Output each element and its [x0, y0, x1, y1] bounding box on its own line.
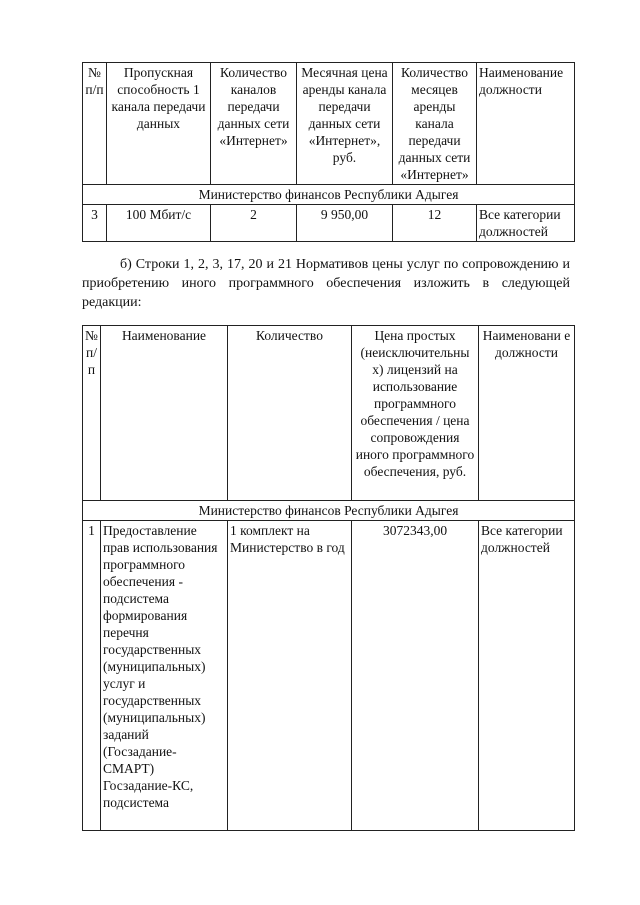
header-name: Наименование	[101, 326, 228, 501]
cell-number: 1	[83, 521, 101, 831]
header-license-price: Цена простых (неисключительны х) лицензий на использование программного обеспечения / цена сопровождения иного программного обеспечения, руб.	[352, 326, 479, 501]
header-number: № п/п	[83, 63, 107, 185]
cell-position: Все категории должностей	[479, 521, 575, 831]
header-position: Наименовани е должности	[479, 326, 575, 501]
cell-channel-count: 2	[211, 205, 297, 242]
software-price-table	[82, 325, 575, 831]
table-header-row	[83, 326, 575, 501]
header-position: Наименование должности	[477, 63, 575, 185]
section-row	[83, 501, 575, 521]
section-row	[83, 185, 575, 205]
header-months-count: Количество месяцев аренды канала передачи данных сети «Интернет»	[393, 63, 477, 185]
paragraph-text: б) Строки 1, 2, 3, 17, 20 и 21 Нормативов цены услуг по сопровождению и приобретению иного программного обеспечения изложить в следующей редакции:	[82, 257, 570, 310]
header-number: № п/п	[83, 326, 101, 501]
table-row	[83, 205, 575, 242]
cell-bandwidth: 100 Мбит/с	[107, 205, 211, 242]
table-header-row	[83, 63, 575, 185]
cell-position: Все категории должностей	[477, 205, 575, 242]
header-quantity: Количество	[228, 326, 352, 501]
table-row	[83, 521, 575, 831]
cell-months-count: 12	[393, 205, 477, 242]
section-title: Министерство финансов Республики Адыгея	[83, 501, 575, 521]
cell-number: 3	[83, 205, 107, 242]
section-title: Министерство финансов Республики Адыгея	[83, 185, 575, 205]
cell-name: Предоставление прав использования программного обеспечения - подсистема формирования перечня государственных (муниципальных) услуг и государственных (муниципальных) заданий (Госзадание-СМАРТ) Госзадание-КС, подсистема	[101, 521, 228, 831]
cell-license-price: 3072343,00	[352, 521, 479, 831]
cell-monthly-price: 9 950,00	[297, 205, 393, 242]
header-channel-count: Количество каналов передачи данных сети «Интернет»	[211, 63, 297, 185]
header-monthly-price: Месячная цена аренды канала передачи данных сети «Интернет», руб.	[297, 63, 393, 185]
amendment-paragraph	[82, 255, 570, 312]
header-bandwidth: Пропускная способность 1 канала передачи данных	[107, 63, 211, 185]
channel-rental-table	[82, 62, 575, 242]
cell-quantity: 1 комплект на Министерство в год	[228, 521, 352, 831]
